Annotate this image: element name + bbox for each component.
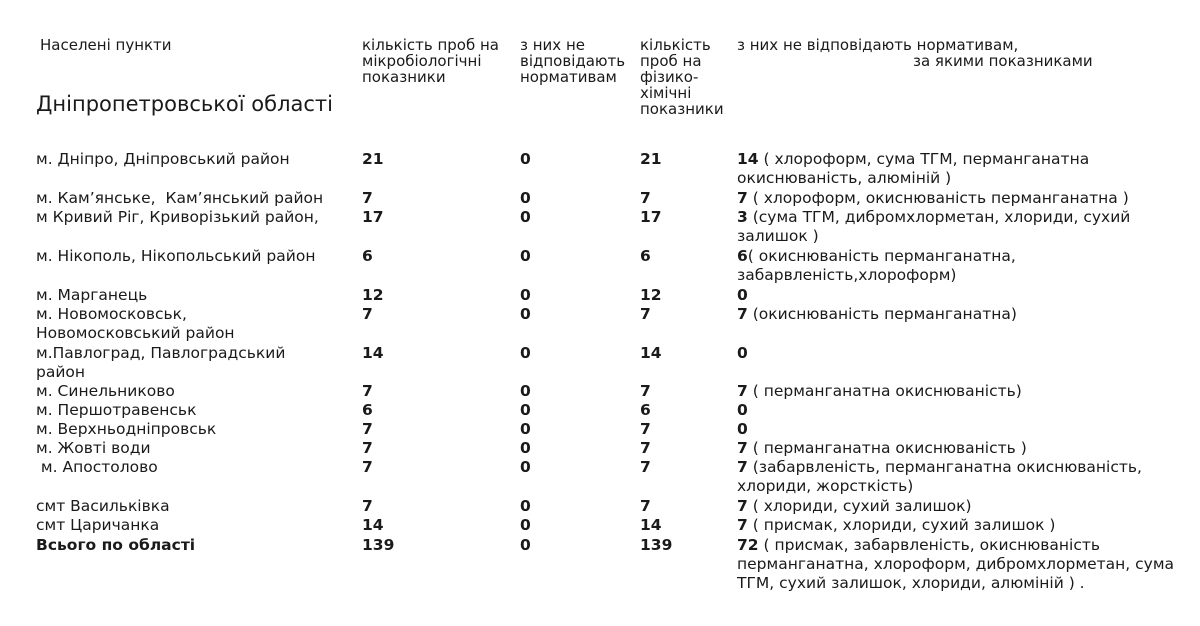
row-chem-count: 7 — [640, 189, 651, 207]
row-chem-fail: 7 ( перманганатна окиснюваність) — [737, 382, 1022, 400]
row-micro-count: 12 — [362, 286, 384, 304]
row-micro-fail: 0 — [520, 286, 531, 304]
row-place: м. Апостолово — [36, 458, 158, 476]
row-place: м. Марганець — [36, 286, 148, 304]
row-chem-count: 7 — [640, 305, 651, 323]
row-chem-fail: 7 ( присмак, хлориди, сухий залишок ) — [737, 516, 1056, 534]
row-place: смт Царичанка — [36, 516, 160, 534]
total-place: Всього по області — [36, 536, 196, 554]
row-micro-count: 7 — [362, 439, 373, 457]
row-chem-fail: 7 (окиснюваність перманганатна) — [737, 305, 1017, 323]
row-micro-fail: 0 — [520, 497, 531, 515]
row-micro-count: 7 — [362, 189, 373, 207]
row-micro-count: 6 — [362, 247, 373, 265]
row-chem-fail: 0 — [737, 420, 748, 438]
row-micro-count: 17 — [362, 208, 384, 226]
row-micro-fail: 0 — [520, 305, 531, 323]
row-micro-fail: 0 — [520, 516, 531, 534]
row-place: м. Першотравенськ — [36, 401, 197, 419]
row-chem-count: 14 — [640, 516, 662, 534]
row-chem-fail: 6( окиснюваність перманганатна, забарвленість,хлороформ) — [737, 247, 1016, 284]
row-place: м Кривий Ріг, Криворізький район, — [36, 208, 319, 226]
row-micro-fail: 0 — [520, 189, 531, 207]
row-chem-fail: 7 ( хлороформ, окиснюваність перманганатна ) — [737, 189, 1129, 207]
row-place: м. Новомосковськ, Новомосковський район — [36, 305, 235, 342]
row-micro-fail: 0 — [520, 401, 531, 419]
row-micro-count: 14 — [362, 344, 384, 362]
row-chem-fail: 0 — [737, 344, 748, 362]
header-region: Дніпропетровської області — [36, 92, 333, 116]
row-micro-fail: 0 — [520, 150, 531, 168]
row-micro-count: 7 — [362, 420, 373, 438]
total-micro: 139 — [362, 536, 395, 554]
header-chem-fail: з них не відповідають нормативам, за якими показниками — [737, 36, 1093, 70]
row-chem-fail: 0 — [737, 286, 748, 304]
cropped-title-line — [0, 0, 1200, 4]
row-place: м. Синельниково — [36, 382, 175, 400]
row-chem-count: 7 — [640, 382, 651, 400]
row-chem-count: 7 — [640, 439, 651, 457]
row-chem-fail: 3 (сума ТГМ, дибромхлорметан, хлориди, сухий залишок ) — [737, 208, 1131, 245]
row-micro-fail: 0 — [520, 458, 531, 476]
row-place: м. Жовті води — [36, 439, 151, 457]
row-chem-count: 21 — [640, 150, 662, 168]
row-micro-count: 7 — [362, 458, 373, 476]
row-micro-fail: 0 — [520, 420, 531, 438]
row-micro-count: 21 — [362, 150, 384, 168]
row-micro-count: 6 — [362, 401, 373, 419]
header-chem: кількість проб на фізико- хімічні показники — [640, 36, 724, 118]
row-chem-count: 7 — [640, 420, 651, 438]
row-chem-count: 12 — [640, 286, 662, 304]
row-chem-count: 14 — [640, 344, 662, 362]
header-micro-fail: з них не відповідають нормативам — [520, 36, 626, 86]
row-place: м. Кам’янське, Кам’янський район — [36, 189, 324, 207]
row-place: м. Дніпро, Дніпровський район — [36, 150, 290, 168]
row-place: м. Нікополь, Нікопольський район — [36, 247, 316, 265]
row-place: м.Павлоград, Павлоградський район — [36, 344, 286, 381]
row-micro-fail: 0 — [520, 382, 531, 400]
row-chem-fail: 0 — [737, 401, 748, 419]
row-chem-fail: 14 ( хлороформ, сума ТГМ, перманганатна окиснюваність, алюміній ) — [737, 150, 1090, 187]
row-chem-count: 6 — [640, 401, 651, 419]
header-places: Населені пункти — [40, 36, 172, 54]
total-micro-fail: 0 — [520, 536, 531, 554]
total-chem: 139 — [640, 536, 673, 554]
row-micro-count: 14 — [362, 516, 384, 534]
row-micro-fail: 0 — [520, 439, 531, 457]
row-micro-fail: 0 — [520, 208, 531, 226]
row-place: м. Верхньодніпровськ — [36, 420, 217, 438]
row-chem-count: 6 — [640, 247, 651, 265]
row-chem-fail: 7 ( хлориди, сухий залишок) — [737, 497, 972, 515]
row-chem-count: 7 — [640, 497, 651, 515]
total-chem-fail: 72 ( присмак, забарвленість, окиснюваність перманганатна, хлороформ, дибромхлорметан, сума ТГМ, сухий залишок, хлориди, алюміній ) . — [737, 536, 1175, 592]
row-place: смт Васильківка — [36, 497, 170, 515]
row-chem-count: 7 — [640, 458, 651, 476]
row-micro-fail: 0 — [520, 344, 531, 362]
row-micro-count: 7 — [362, 497, 373, 515]
row-micro-count: 7 — [362, 382, 373, 400]
row-micro-fail: 0 — [520, 247, 531, 265]
row-micro-count: 7 — [362, 305, 373, 323]
row-chem-count: 17 — [640, 208, 662, 226]
row-chem-fail: 7 (забарвленість, перманганатна окиснюваність, хлориди, жорсткість) — [737, 458, 1142, 495]
row-chem-fail: 7 ( перманганатна окиснюваність ) — [737, 439, 1027, 457]
header-micro: кількість проб на мікробіологічні показники — [362, 36, 499, 86]
